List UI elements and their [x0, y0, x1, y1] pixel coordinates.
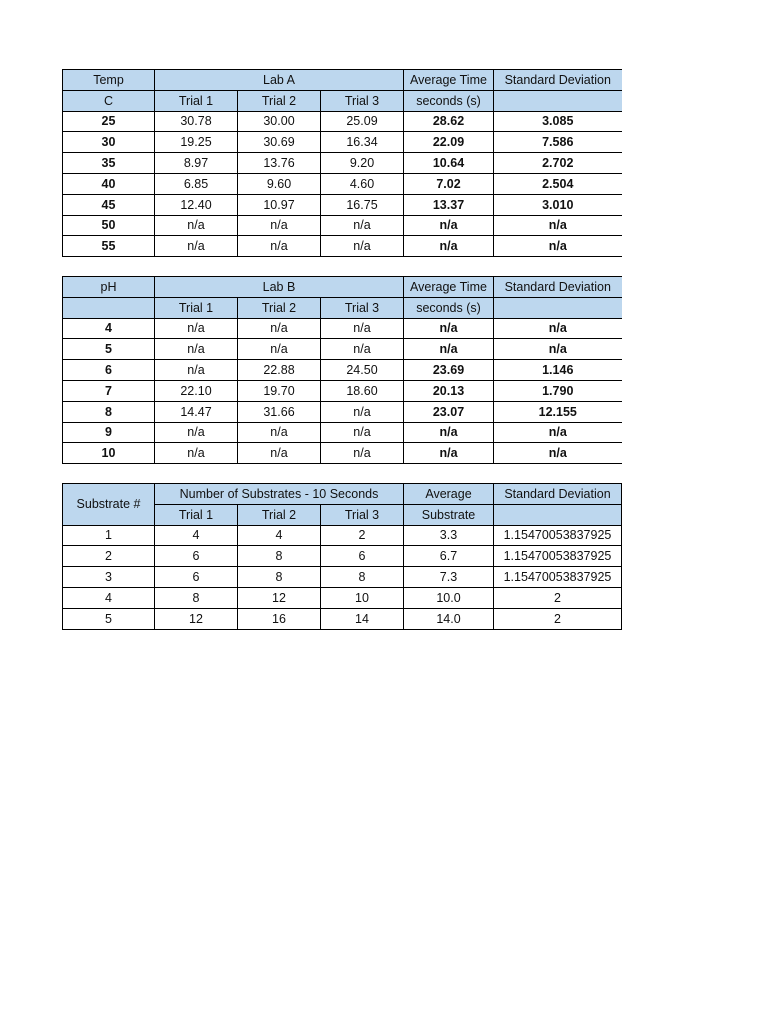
average-cell: 28.62 — [404, 111, 494, 132]
table-row — [63, 401, 622, 422]
substrate-table — [62, 483, 622, 630]
sd-header: Standard Deviation — [494, 70, 622, 91]
trial-3-cell: n/a — [321, 318, 404, 339]
trial-2-cell: 10.97 — [238, 194, 321, 215]
trial-1-cell: n/a — [155, 318, 238, 339]
trial-1-cell: n/a — [155, 339, 238, 360]
trial-2-cell: n/a — [238, 422, 321, 443]
trial-2-cell: n/a — [238, 215, 321, 236]
average-unit-header: Substrate — [404, 504, 494, 525]
trial-3-cell: n/a — [321, 401, 404, 422]
trial-2-cell: 30.69 — [238, 132, 321, 153]
trial-1-cell: 14.47 — [155, 401, 238, 422]
trial-3-cell: n/a — [321, 236, 404, 257]
sd-cell: 2.504 — [494, 173, 622, 194]
trial-3-header: Trial 3 — [321, 297, 404, 318]
trial-1-cell: 6 — [155, 546, 238, 567]
trial-1-cell: n/a — [155, 215, 238, 236]
trial-2-header: Trial 2 — [238, 297, 321, 318]
trial-3-cell: 2 — [321, 525, 404, 546]
trial-2-cell: n/a — [238, 339, 321, 360]
sd-cell: 1.15470053837925 — [494, 546, 622, 567]
sd-cell: n/a — [494, 339, 622, 360]
trial-2-cell: n/a — [238, 236, 321, 257]
average-cell: 3.3 — [404, 525, 494, 546]
subheader-row — [63, 90, 622, 111]
trial-2-cell: 8 — [238, 567, 321, 588]
sd-cell: 2 — [494, 608, 622, 629]
trial-2-cell: 19.70 — [238, 380, 321, 401]
trial-2-header: Trial 2 — [238, 504, 321, 525]
param-cell: 9 — [63, 422, 155, 443]
sd-unit-header — [494, 504, 622, 525]
average-header: Average Time — [404, 70, 494, 91]
param-cell: 5 — [63, 339, 155, 360]
trial-1-cell: 22.10 — [155, 380, 238, 401]
param-cell: 5 — [63, 608, 155, 629]
average-cell: n/a — [404, 339, 494, 360]
param-cell: 50 — [63, 215, 155, 236]
sd-header: Standard Deviation — [494, 277, 622, 298]
average-cell: 7.3 — [404, 567, 494, 588]
average-cell: n/a — [404, 422, 494, 443]
average-cell: n/a — [404, 443, 494, 464]
trial-1-cell: 4 — [155, 525, 238, 546]
group-header: Number of Substrates - 10 Seconds — [155, 484, 404, 505]
trial-2-cell: 8 — [238, 546, 321, 567]
param-cell: 55 — [63, 236, 155, 257]
sd-cell: 1.15470053837925 — [494, 525, 622, 546]
average-unit-header: seconds (s) — [404, 297, 494, 318]
table-row — [63, 587, 622, 608]
param-cell: 25 — [63, 111, 155, 132]
sd-cell: n/a — [494, 215, 622, 236]
trial-2-cell: 13.76 — [238, 153, 321, 174]
trial-1-cell: 8 — [155, 587, 238, 608]
sd-cell: n/a — [494, 236, 622, 257]
trial-1-cell: n/a — [155, 360, 238, 381]
trial-1-cell: n/a — [155, 236, 238, 257]
trial-1-header: Trial 1 — [155, 504, 238, 525]
sd-unit-header — [494, 297, 622, 318]
trial-3-cell: 8 — [321, 567, 404, 588]
average-cell: 13.37 — [404, 194, 494, 215]
trial-2-cell: n/a — [238, 443, 321, 464]
trial-1-cell: 19.25 — [155, 132, 238, 153]
table-row — [63, 318, 622, 339]
param-cell: 4 — [63, 587, 155, 608]
table-row — [63, 194, 622, 215]
trial-2-cell: n/a — [238, 318, 321, 339]
table-row — [63, 380, 622, 401]
trial-2-cell: 4 — [238, 525, 321, 546]
lab-header: Lab A — [155, 70, 404, 91]
param-header: pH — [63, 277, 155, 298]
sd-unit-header — [494, 90, 622, 111]
table-row — [63, 360, 622, 381]
trial-3-cell: 25.09 — [321, 111, 404, 132]
sd-cell: 12.155 — [494, 401, 622, 422]
trial-1-cell: 12 — [155, 608, 238, 629]
average-cell: 14.0 — [404, 608, 494, 629]
param-unit-header: C — [63, 90, 155, 111]
average-unit-header: seconds (s) — [404, 90, 494, 111]
ph-table — [62, 276, 622, 464]
header-row — [63, 484, 622, 505]
trial-3-cell: 18.60 — [321, 380, 404, 401]
trial-3-cell: 16.34 — [321, 132, 404, 153]
table-row — [63, 215, 622, 236]
average-cell: 20.13 — [404, 380, 494, 401]
sd-cell: 2.702 — [494, 153, 622, 174]
average-header: Average — [404, 484, 494, 505]
average-cell: 22.09 — [404, 132, 494, 153]
trial-1-cell: 8.97 — [155, 153, 238, 174]
trial-1-cell: 30.78 — [155, 111, 238, 132]
trial-3-cell: n/a — [321, 443, 404, 464]
param-unit-header — [63, 297, 155, 318]
temperature-table — [62, 69, 622, 257]
trial-2-cell: 22.88 — [238, 360, 321, 381]
table-row — [63, 567, 622, 588]
sd-cell: 1.15470053837925 — [494, 567, 622, 588]
trial-3-cell: n/a — [321, 422, 404, 443]
param-cell: 7 — [63, 380, 155, 401]
header-row — [63, 277, 622, 298]
sd-cell: n/a — [494, 422, 622, 443]
average-cell: 23.07 — [404, 401, 494, 422]
trial-3-cell: 6 — [321, 546, 404, 567]
trial-1-header: Trial 1 — [155, 90, 238, 111]
table-row — [63, 525, 622, 546]
param-header: Substrate # — [63, 484, 155, 526]
trial-3-cell: 24.50 — [321, 360, 404, 381]
trial-3-header: Trial 3 — [321, 504, 404, 525]
trial-3-cell: n/a — [321, 339, 404, 360]
param-cell: 1 — [63, 525, 155, 546]
param-cell: 8 — [63, 401, 155, 422]
lab-header: Lab B — [155, 277, 404, 298]
trial-1-cell: 12.40 — [155, 194, 238, 215]
trial-3-cell: 10 — [321, 587, 404, 608]
sd-cell: 1.146 — [494, 360, 622, 381]
average-cell: n/a — [404, 215, 494, 236]
average-header: Average Time — [404, 277, 494, 298]
table-row — [63, 173, 622, 194]
average-cell: 10.0 — [404, 587, 494, 608]
sd-cell: 3.010 — [494, 194, 622, 215]
trial-3-cell: 16.75 — [321, 194, 404, 215]
param-cell: 35 — [63, 153, 155, 174]
trial-2-cell: 30.00 — [238, 111, 321, 132]
average-cell: 23.69 — [404, 360, 494, 381]
param-cell: 4 — [63, 318, 155, 339]
header-row — [63, 70, 622, 91]
trial-1-cell: n/a — [155, 443, 238, 464]
param-header: Temp — [63, 70, 155, 91]
table-row — [63, 132, 622, 153]
average-cell: n/a — [404, 236, 494, 257]
param-cell: 30 — [63, 132, 155, 153]
param-cell: 2 — [63, 546, 155, 567]
sd-cell: 2 — [494, 587, 622, 608]
trial-1-cell: n/a — [155, 422, 238, 443]
table-row — [63, 443, 622, 464]
trial-2-header: Trial 2 — [238, 90, 321, 111]
param-cell: 3 — [63, 567, 155, 588]
trial-2-cell: 12 — [238, 587, 321, 608]
sd-cell: 7.586 — [494, 132, 622, 153]
sd-cell: 3.085 — [494, 111, 622, 132]
table-row — [63, 153, 622, 174]
table-row — [63, 236, 622, 257]
table-row — [63, 111, 622, 132]
subheader-row — [63, 297, 622, 318]
sd-cell: n/a — [494, 443, 622, 464]
table-row — [63, 546, 622, 567]
sd-header: Standard Deviation — [494, 484, 622, 505]
trial-3-cell: n/a — [321, 215, 404, 236]
average-cell: 6.7 — [404, 546, 494, 567]
param-cell: 45 — [63, 194, 155, 215]
trial-2-cell: 16 — [238, 608, 321, 629]
trial-3-cell: 9.20 — [321, 153, 404, 174]
param-cell: 10 — [63, 443, 155, 464]
average-cell: 7.02 — [404, 173, 494, 194]
trial-1-cell: 6 — [155, 567, 238, 588]
trial-3-cell: 14 — [321, 608, 404, 629]
trial-3-header: Trial 3 — [321, 90, 404, 111]
temperature-table-body — [63, 70, 622, 257]
table-row — [63, 608, 622, 629]
trial-2-cell: 9.60 — [238, 173, 321, 194]
trial-1-header: Trial 1 — [155, 297, 238, 318]
substrate-table-body — [63, 484, 622, 630]
table-row — [63, 339, 622, 360]
table-row — [63, 422, 622, 443]
ph-table-body — [63, 277, 622, 464]
trial-3-cell: 4.60 — [321, 173, 404, 194]
sd-cell: n/a — [494, 318, 622, 339]
trial-2-cell: 31.66 — [238, 401, 321, 422]
average-cell: 10.64 — [404, 153, 494, 174]
sd-cell: 1.790 — [494, 380, 622, 401]
param-cell: 40 — [63, 173, 155, 194]
average-cell: n/a — [404, 318, 494, 339]
param-cell: 6 — [63, 360, 155, 381]
trial-1-cell: 6.85 — [155, 173, 238, 194]
